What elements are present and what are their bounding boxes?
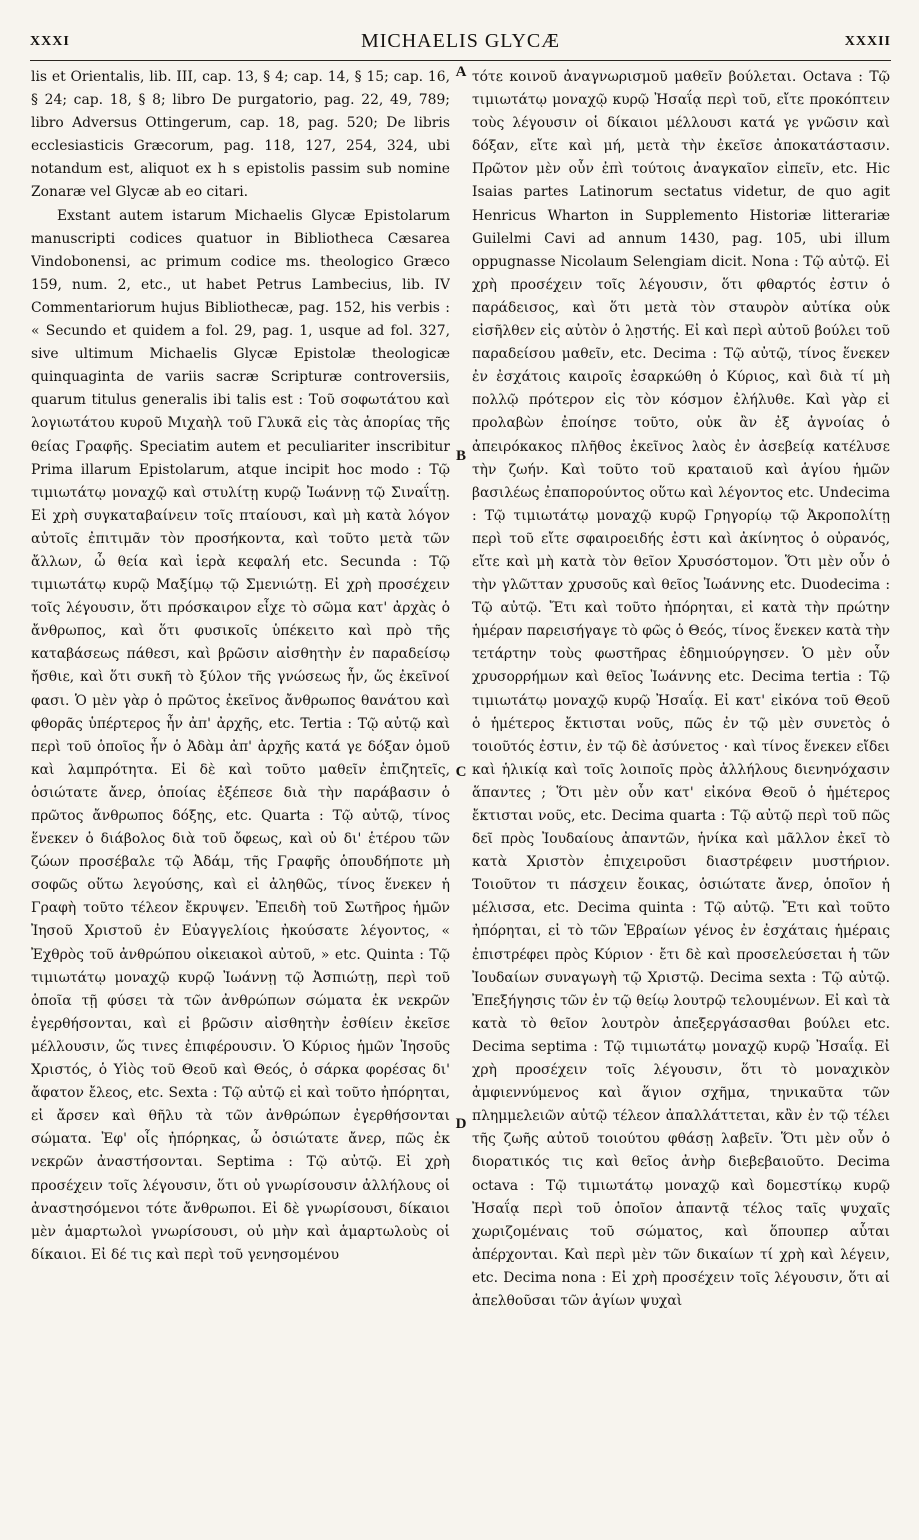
- left-paragraph-1: lis et Orientalis, lib. III, cap. 13, § 4; cap. 14, § 15; cap. 16, § 24; cap. 18, § 8; libro De purgatorio, pag. 22, 49, 789; libro Adversus Ottingerum, cap. 18, pag. 520; De libris ecclesiasticis Græcorum, pag. 118, 127, 254, 324, ubi notandum est, aliquot ex h s epistolis passim sub nomine Zonaræ vel Glycæ ab eo citari.: [31, 69, 450, 201]
- right-page-number: XXXII: [844, 34, 891, 49]
- right-paragraph-1: τότε κοινοῦ ἀναγνωρισμοῦ μαθεῖν βούλεται. Octava : Τῷ τιμιωτάτῳ μοναχῷ κυρῷ Ἠσαΐᾳ περὶ τοῦ, εἴτε προκόπτειν τοὺς λέγουσιν οἱ δίκαιοι μέλλουσι κατά γε γνῶσιν καὶ δόξαν, εἴτε καὶ μή, μετὰ τὴν ἐκεῖσε ἀποκατάστασιν. Πρῶτον μὲν οὖν ἐπὶ τούτοις ἀναγκαῖον εἰπεῖν, etc. Hic Isaias partes Latinorum sectatus videtur, de quo agit Henricus Wharton in Supplemento Historiæ litterariæ Guilelmi Cavi ad annum 1430, pag. 105, ubi illum oppugnasse Nicolaum Selengiam dicit. Nona : Τῷ αὐτῷ. Εἰ χρὴ προσέχειν τοῖς λέγουσιν, ὅτι φθαρτός ἐστιν ὁ παράδεισος, καὶ ὅτι μετὰ τὸν σταυρὸν αὐτίκα οὐκ εἰσῆλθεν εἰς αὐτὸν ὁ λῃστής. Εἰ καὶ περὶ αὐτοῦ βούλει τοῦ παραδείσου μαθεῖν, etc. Decima : Τῷ αὐτῷ, τίνος ἕνεκεν ἐν ἐσχάτοις καιροῖς ἐσαρκώθη ὁ Κύριος, καὶ διὰ τί μὴ πολλῷ πρότερον εἰς τὸν κόσμον ἐλήλυθε. Καὶ γὰρ εἰ προλαβὼν ἐποίησε τοῦτο, οὐκ ἂν ἐξ ἀγνοίας ὁ ἀπειρόκακος πλῆθος ἐκεῖνος λαὸς ἐν ἀσεβείᾳ κατέλυσε τὴν ζωήν. Καὶ τοῦτο τοῦ κραταιοῦ καὶ ἁγίου ἡμῶν βασιλέως ἐπαπορούντος οὕτω καὶ λέγοντος etc. Undecima : Τῷ τιμιωτάτῳ μοναχῷ κυρῷ Γρηγορίῳ τῷ Ἀκροπολίτῃ περὶ τοῦ εἴτε σφαιροειδής ἐστι καὶ ἀκίνητος ὁ οὐρανός, εἴτε καὶ μὴ κατὰ τὸν θεῖον Χρυσόστομον. Ὅτι μὲν οὖν ὁ τὴν γλῶτταν χρυσοῦς καὶ θεῖος Ἰωάννης etc. Duodecima : Τῷ αὐτῷ. Ἔτι καὶ τοῦτο ἠπόρηται, εἰ κατὰ τὴν πρώτην ἡμέραν παρεισήγαγε τὸ φῶς ὁ Θεός, τίνος ἕνεκεν κατὰ τὴν τετάρτην τοὺς φωστῆρας ἐδημιούργησεν. Ὁ μὲν οὖν χρυσορρήμων καὶ θεῖος Ἰωάννης etc. Decima tertia : Τῷ τιμιωτάτῳ μοναχῷ κυρῷ Ἠσαΐᾳ. Εἰ κατ' εἰκόνα τοῦ Θεοῦ ὁ ἡμέτερος ἔκτισται νοῦς, πῶς ἐν τῷ μὲν συνετὸς ὁ τοιοῦτός ἐστιν, ἐν τῷ δὲ ἀσύνετος · καὶ τίνος ἕνεκεν εἴδει καὶ ἡλικίᾳ καὶ τοῖς λοιποῖς πρὸς ἀλλήλους διενηνόχασιν ἅπαντες ; Ὅτι μὲν οὖν κατ' εἰκόνα Θεοῦ ὁ ἡμέτερος ἔκτισται νοῦς, etc. Decima quarta : Τῷ αὐτῷ περὶ τοῦ πῶς δεῖ πρὸς Ἰουδαίους ἀπαντῶν, ἡνίκα καὶ μᾶλλον ἐκεῖ τὸ κατὰ Χριστὸν ἐπιχειροῦσι διαστρέφειν μυστήριον. Τοιοῦτον τι πάσχειν ἔοικας, ὁσιώτατε ἄνερ, ὁποῖον ἡ μέλισσα, etc. Decima quinta : Τῷ αὐτῷ. Ἔτι καὶ τοῦτο ἠπόρηται, εἰ τὸ τῶν Ἑβραίων γένος ἐν ἐσχάταις ἡμέραις ἐπιστρέφει πρὸς Κύριον · ἔτι δὲ καὶ προσελεύσεται ἡ τῶν Ἰουδαίων συναγωγὴ τῷ Χριστῷ. Decima sexta : Τῷ αὐτῷ. Ἐπεξήγησις τῶν ἐν τῷ θείῳ λουτρῷ τελουμένων. Εἰ καὶ τὰ κατὰ τὸ θεῖον λουτρὸν ἀπεξεργάσασθαι βούλει etc. Decima septima : Τῷ τιμιωτάτῳ μοναχῷ κυρῷ Ἠσαΐᾳ. Εἰ χρὴ προσέχειν τοῖς λέγουσιν, ὅτι τὸ μοναχικὸν ἀμφιεννύμενος καὶ ἅγιον σχῆμα, τηνικαῦτα τῶν πλημμελειῶν αὐτῷ τέλεον ἀπαλλάττεται, κἂν ἐν τῷ τέλει τῆς ζωῆς αὐτοῦ τοιούτου φθάσῃ λαβεῖν. Ὅτι μὲν οὖν ὁ διορατικός τις καὶ θεῖος ἀνὴρ διεβεβαιοῦτο. Decima octava : Τῷ τιμιωτάτῳ μοναχῷ καὶ δομεστίκῳ κυρῷ Ἠσαΐᾳ περὶ τοῦ ὁποῖον ἀπαντᾷ τέλος ταῖς ψυχαῖς χωριζομέναις τοῦ σώματος, καὶ ὅπουπερ αὗται ἀπέρχονται. Καὶ περὶ μὲν τῶν δικαίων τί χρὴ καὶ λέγειν, etc. Decima nona : Εἰ χρὴ προσέχειν τοῖς λέγουσιν, ὅτι αἱ ἀπελθοῦσαι τῶν ἁγίων ψυχαὶ: [472, 69, 890, 1309]
- left-page-number: XXXI: [30, 34, 70, 49]
- left-paragraph-2: Exstant autem istarum Michaelis Glycæ Epistolarum manuscripti codices quatuor in Bibliotheca Cæsarea Vindobonensi, ac primum codice ms. theologico Græco 159, num. 2, etc., ut habet Petrus Lambecius, lib. IV Commentariorum hujus Bibliothecæ, pag. 152, his verbis : « Secundo et quidem a fol. 29, pag. 1, usque ad fol. 327, sive ultimum Michaelis Glycæ Epistolæ theologicæ quinquaginta de variis sacræ Scripturæ controversiis, quarum titulus generalis ibi talis est : Τοῦ σοφωτάτου καὶ λογιωτάτου κυροῦ Μιχαὴλ τοῦ Γλυκᾶ εἰς τὰς ἀπορίας τῆς θείας Γραφῆς. Speciatim autem et peculiariter inscribitur Prima illarum Epistolarum, atque incipit hoc modo : Τῷ τιμιωτάτῳ μοναχῷ καὶ στυλίτῃ κυρῷ Ἰωάννῃ τῷ Σιναΐτῃ. Εἰ χρὴ συγκαταβαίνειν τοῖς πταίουσι, καὶ μὴ κατὰ λόγον αὐτοῖς ἐπιτιμᾶν τὸν προσήκοντα, καὶ τοῦτο μετὰ τῶν ἄλλων, ὦ θεία καὶ ἱερὰ κεφαλή etc. Secunda : Τῷ τιμιωτάτῳ κυρῷ Μαξίμῳ τῷ Σμενιώτῃ. Εἰ χρὴ προσέχειν τοῖς λέγουσιν, ὅτι πρόσκαιρον εἶχε τὸ σῶμα κατ' ἀρχὰς ὁ ἄνθρωπος, καὶ ὅτι φυσικοῖς ὑπέκειτο καὶ πρὸ τῆς καταβάσεως πάθεσι, καὶ βρῶσιν αἰσθητὴν ἐν παραδείσῳ ἤσθιε, καὶ ὅτι συκῆ τὸ ξύλον τῆς γνώσεως ἦν, ὥς ἐκεῖνοί φασι. Ὁ μὲν γὰρ ὁ πρῶτος ἐκεῖνος ἄνθρωπος θανάτου καὶ φθορᾶς ὑπέρτερος ἦν ἀπ' ἀρχῆς, etc. Tertia : Τῷ αὐτῷ καὶ περὶ τοῦ ὁποῖος ἦν ὁ Ἀδὰμ ἀπ' ἀρχῆς κατά γε δόξαν ὁμοῦ καὶ λαμπρότητα. Εἰ δὲ καὶ τοῦτο μαθεῖν ἐπιζητεῖς, ὁσιώτατε ἄνερ, ὁποίας ἐξέπεσε διὰ τὴν παράβασιν ὁ πρῶτος ἄνθρωπος δόξης, etc. Quarta : Τῷ αὐτῷ, τίνος ἕνεκεν ὁ διάβολος διὰ τοῦ ὄφεως, καὶ οὐ δι' ἑτέρου τῶν ζώων προσέβαλε τῷ Ἀδάμ, τῆς Γραφῆς ὁπουδήποτε μὴ σοφῶς οὕτω λεγούσης, καὶ εἰ ἀληθῶς, τίνος ἕνεκεν ἡ Γραφὴ τοῦτο τέλεον ἔκρυψεν. Ἐπειδὴ τοῦ Σωτῆρος ἡμῶν Ἰησοῦ Χριστοῦ ἐν Εὐαγγελίοις ἠκούσατε λέγοντος, « Ἐχθρὸς τοῦ ἀνθρώπου οἰκειακοὶ αὐτοῦ, » etc. Quinta : Τῷ τιμιωτάτῳ μοναχῷ κυρῷ Ἰωάννῃ τῷ Ἀσπιώτῃ, περὶ τοῦ ὁποῖα τῇ φύσει τὰ τῶν ἀνθρώπων σώματα ἐκ νεκρῶν ἐγερθήσονται, καὶ εἰ βρῶσιν αἰσθητὴν ἐσθίειν ἐκεῖσε μέλλουσιν, ὥς τινες ἐπιφέρουσιν. Ὁ Κύριος ἡμῶν Ἰησοῦς Χριστός, ὁ Υἱὸς τοῦ Θεοῦ καὶ Θεός, ὁ σάρκα φορέσας δι' ἄφατον ἔλεος, etc. Sexta : Τῷ αὐτῷ εἰ καὶ τοῦτο ἠπόρηται, εἰ ἄρσεν καὶ θῆλυ τὰ τῶν ἀνθρώπων ἐγερθήσονται σώματα. Ἐφ' οἷς ἠπόρηκας, ὦ ὁσιώτατε ἄνερ, πῶς ἐκ νεκρῶν ἀναστήσονται. Septima : Τῷ αὐτῷ. Εἰ χρὴ προσέχειν τοῖς λέγουσιν, ὅτι οὐ γνωρίσουσιν ἀλλήλους οἱ ἀναστησόμενοι τότε ἄνθρωποι. Εἰ δὲ γνωρίσουσι, δίκαιοι μὲν ἁμαρτωλοὶ γνωρίσουσι, οὐ μὴν καὶ ἁμαρτωλοὺς οἱ δίκαιοι. Εἰ δέ τις καὶ περὶ τοῦ γενησομένου: [31, 207, 450, 1263]
- margin-marker-a: A: [455, 64, 467, 80]
- running-header: [30, 30, 891, 61]
- right-column: [472, 66, 890, 1526]
- margin-marker-b: B: [455, 448, 466, 464]
- running-title: MICHAELIS GLYCÆ: [360, 30, 561, 52]
- margin-marker-d: D: [455, 1116, 467, 1132]
- margin-marker-c: C: [455, 764, 467, 780]
- left-column: [31, 66, 450, 1526]
